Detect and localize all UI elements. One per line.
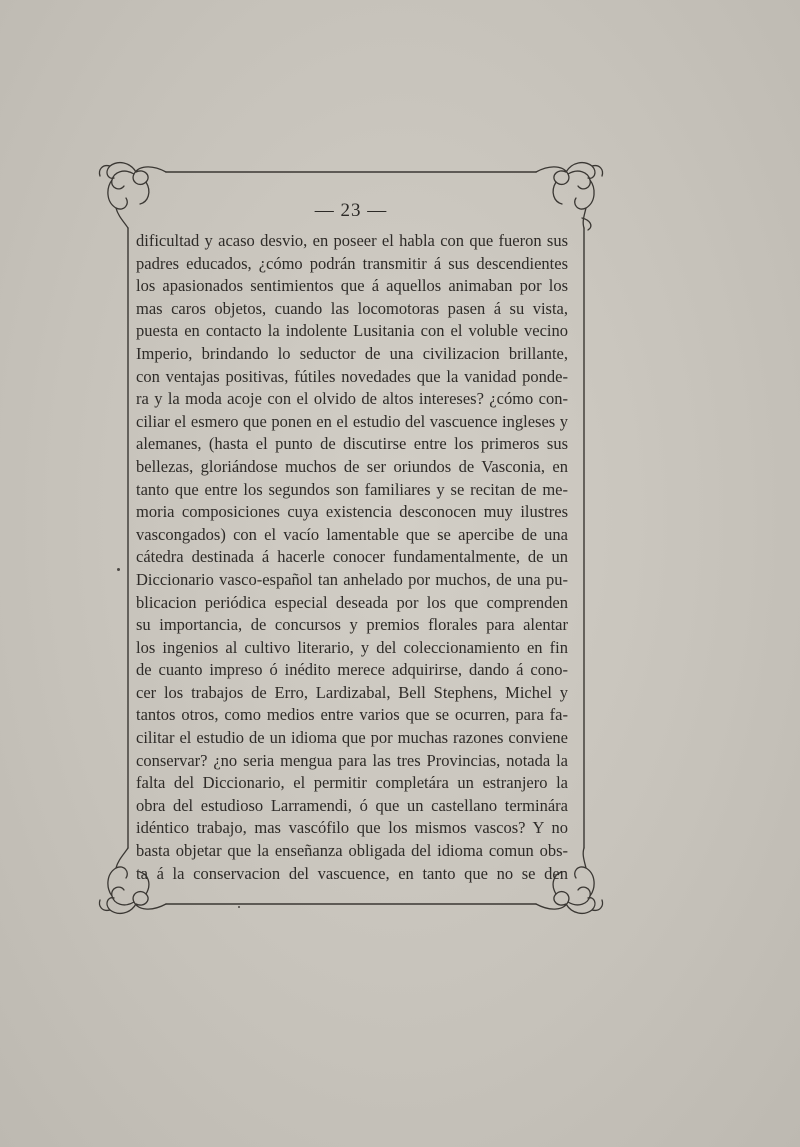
text-line: su importancia, de concursos y premios florales para alentar <box>136 615 568 635</box>
text-line: conservar? ¿no seria mengua para las tres Provincias, notada la <box>136 750 568 770</box>
text-line: ciliar el esmero que ponen en el estudio del vascuence ingleses y <box>136 411 568 431</box>
text-line: ta á la conservacion del vascuence, en tanto que no se den <box>136 863 568 883</box>
text-line: cilitar el estudio de un idioma que por muchas razones conviene <box>136 728 568 748</box>
text-line: los ingenios al cultivo literario, y del coleccionamiento en fin <box>136 637 568 657</box>
text-line: bellezas, gloriándose muchos de ser oriundos de Vasconia, en <box>136 456 568 476</box>
text-line: cer los trabajos de Erro, Lardizabal, Bell Stephens, Michel y <box>136 682 568 702</box>
text-line: alemanes, (hasta el punto de discutirse entre los primeros sus <box>136 434 568 454</box>
text-line: Diccionario vasco-español tan anhelado por muchos, de una pu- <box>136 569 568 589</box>
text-line: puesta en contacto la indolente Lusitania con el voluble vecino <box>136 321 568 341</box>
ornamental-frame <box>96 158 606 918</box>
text-line: dificultad y acaso desvio, en poseer el habla con que fueron sus <box>136 231 568 250</box>
text-line: obra del estudioso Larramendi, ó que un castellano terminára <box>136 795 568 815</box>
text-line: de cuanto impreso ó inédito merece adquirirse, dando á cono- <box>136 660 568 680</box>
text-line: tantos otros, como medios entre varios que se ocurren, para fa- <box>136 705 568 725</box>
text-line: basta objetar que la enseñanza obligada del idioma comun obs- <box>136 841 568 861</box>
ink-fleck <box>238 906 240 908</box>
text-line: mas caros objetos, cuando las locomotoras pasen á su vista, <box>136 298 568 318</box>
ink-fleck <box>117 568 120 571</box>
text-line: ra y la moda acoje con el olvido de altos intereses? ¿cómo con- <box>136 389 568 409</box>
text-line: cátedra destinada á hacerle conocer fundamentalmente, de un <box>136 547 568 567</box>
text-line: tanto que entre los segundos son familiares y se recitan de me- <box>136 479 568 499</box>
text-line: los apasionados sentimientos que á aquellos animaban por los <box>136 276 568 296</box>
text-line: falta del Diccionario, el permitir completára un estranjero la <box>136 773 568 793</box>
text-line: idéntico trabajo, mas vascófilo que los mismos vascos? Y no <box>136 818 568 838</box>
text-line: con ventajas positivas, fútiles novedades que la vanidad ponde- <box>136 366 568 386</box>
text-line: vascongados) con el vacío lamentable que se apercibe de una <box>136 524 568 544</box>
text-line: blicacion periódica especial deseada por los que comprenden <box>136 592 568 612</box>
page-number: — 23 — <box>314 200 388 221</box>
text-line: moria composiciones cuya existencia desconocen muy ilustres <box>136 502 568 522</box>
body-text <box>136 230 568 885</box>
text-line: Imperio, brindando lo seductor de una civilizacion brillante, <box>136 343 568 363</box>
text-line: padres educados, ¿cómo podrán transmitir á sus descendientes <box>136 253 568 273</box>
